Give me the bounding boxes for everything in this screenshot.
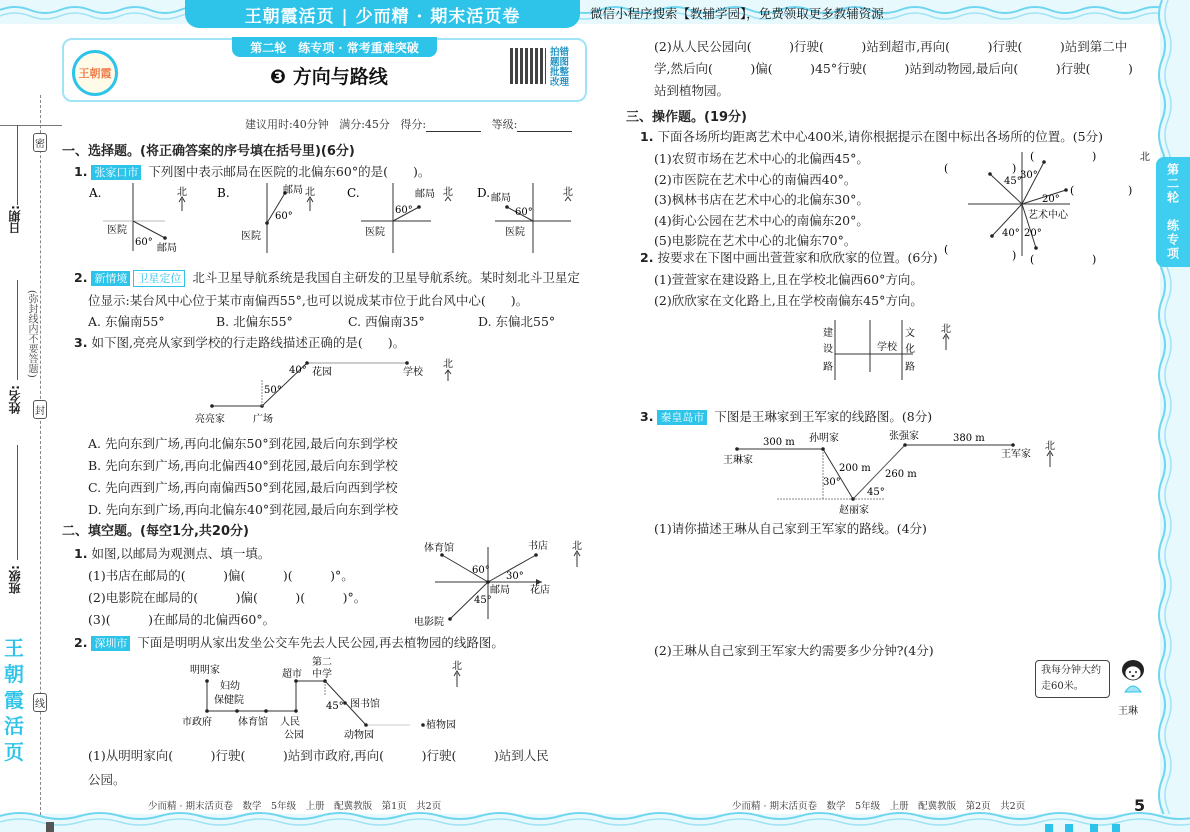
svg-text:40°: 40°	[289, 365, 307, 376]
s3-q3: 3. 秦皇岛市 下图是王琳家到王军家的线路图。(8分)	[640, 409, 933, 424]
svg-text:北: 北	[572, 541, 582, 552]
seal-xian: 线	[33, 693, 47, 712]
svg-text:邮局: 邮局	[157, 243, 177, 253]
svg-text:植物园: 植物园	[426, 720, 456, 731]
svg-text:北: 北	[443, 359, 453, 370]
s1-q1: 1. 张家口市 下列图中表示邮局在医院的北偏东60°的是( )。	[74, 164, 431, 179]
svg-text:60°: 60°	[395, 205, 413, 216]
svg-text:邮局: 邮局	[283, 185, 303, 196]
date-blank[interactable]	[17, 125, 18, 205]
svg-text:A.: A.	[89, 186, 102, 200]
svg-text:(: (	[944, 245, 949, 256]
svg-text:(: (	[1070, 184, 1075, 197]
s2-q2-item2[interactable]: (2)从人民公园向( )行驶( )站到超市,再向( )行驶( )站到第二中 学,然后向( )偏( )45°行驶( )站到动物园,最后向( )行驶( ) 站到植物园。	[654, 39, 1133, 98]
svg-text:45°: 45°	[1004, 176, 1022, 187]
name-blank[interactable]	[17, 280, 18, 380]
bus-route-diagram	[180, 655, 480, 740]
option-d[interactable]: D. 先向东到广场,再向北偏东40°到花园,最后向东到学校	[88, 502, 399, 517]
promo-text: 微信小程序搜索【教辅学园】，免费领取更多教辅资源	[590, 6, 884, 21]
svg-text:(: (	[944, 162, 949, 175]
option-a[interactable]: A. 东偏南55°	[88, 314, 165, 329]
svg-text:体育馆: 体育馆	[238, 717, 268, 728]
s1-q2: 2. 新情境 卫星定位 北斗卫星导航系统是我国自主研发的卫星导航系统。某时刻北斗卫星定 位显示:某台风中心位于某市南偏西55°,也可以说成某市位于此台风中心( )。	[74, 270, 580, 308]
svg-text:图书馆: 图书馆	[350, 699, 380, 710]
svg-text:北: 北	[1140, 152, 1150, 163]
option-c-diagram	[347, 183, 453, 253]
svg-text:北: 北	[1045, 441, 1055, 452]
grade-label: 等级:	[491, 118, 518, 131]
svg-text:路: 路	[905, 362, 915, 373]
s2-q1: 1. 如图,以邮局为观测点、填一填。	[74, 546, 271, 561]
topic-tag: 卫星定位	[133, 270, 185, 287]
seal-note: (弥封线内不要答题)	[26, 290, 37, 378]
margin-divider	[0, 125, 62, 126]
svg-text:D.: D.	[477, 186, 491, 200]
s3-q2: 2. 按要求在下图中画出萱萱家和欣欣家的位置。(6分)	[640, 250, 938, 265]
s3-q3-sub1: (1)请你描述王琳从自己家到王军家的路线。(4分)	[654, 521, 927, 536]
score-label: 满分:45分	[339, 118, 390, 131]
region-tag: 秦皇岛市	[657, 410, 707, 425]
svg-text:花园: 花园	[312, 367, 332, 378]
svg-text:化: 化	[905, 344, 915, 355]
svg-text:电影院: 电影院	[414, 617, 444, 628]
art-center-diagram	[940, 148, 1150, 256]
svg-text:公园: 公园	[284, 730, 304, 740]
svg-text:邮局: 邮局	[490, 585, 510, 596]
wave-border-right	[1152, 0, 1190, 832]
page-number: 5	[1134, 796, 1146, 815]
svg-text:60°: 60°	[275, 211, 293, 222]
svg-text:孙明家: 孙明家	[809, 433, 839, 444]
svg-text:北: 北	[563, 187, 573, 198]
svg-text:200 m: 200 m	[839, 463, 871, 474]
option-d-diagram	[477, 183, 573, 253]
svg-text:): )	[1128, 184, 1133, 197]
s2-q2-item1[interactable]: (1)从明明家向( )行驶( )站到市政府,再向( )行驶( )站到人民 公园。	[88, 748, 549, 787]
qr-caption: 拍错 题图 批整 改理	[550, 47, 570, 88]
class-label: 班级:	[8, 565, 22, 594]
answer-area-1[interactable]	[654, 540, 1134, 635]
svg-text:邮局: 邮局	[415, 189, 435, 200]
svg-text:第二: 第二	[312, 657, 332, 668]
post-office-diagram	[410, 537, 610, 629]
svg-text:艺术中心: 艺术中心	[1028, 210, 1068, 221]
q3-route-diagram	[185, 357, 460, 425]
svg-text:C.: C.	[347, 186, 360, 200]
svg-text:动物园: 动物园	[344, 730, 374, 740]
svg-text:文: 文	[905, 328, 915, 339]
svg-text:体育馆: 体育馆	[424, 543, 454, 554]
svg-text:): )	[1092, 150, 1097, 163]
page-title	[270, 62, 388, 89]
character-name: 王琳	[1118, 706, 1138, 717]
speech-bubble: 我每分钟大约 走60米。	[1035, 660, 1110, 698]
svg-text:60°: 60°	[472, 565, 490, 576]
svg-text:亮亮家: 亮亮家	[195, 414, 225, 425]
art-center-blanks[interactable]	[940, 245, 1140, 265]
svg-text:邮局: 邮局	[491, 193, 511, 204]
svg-text:380 m: 380 m	[953, 433, 985, 444]
svg-text:医院: 医院	[505, 227, 525, 238]
svg-text:王军家: 王军家	[1001, 449, 1031, 460]
fill-item-3[interactable]: (3)( )在邮局的北偏西60°。	[88, 612, 276, 627]
got-label: 得分:	[400, 118, 427, 131]
svg-text:B.: B.	[217, 186, 230, 200]
section3-title: 三、操作题。(19分)	[626, 110, 747, 125]
svg-text:广场: 广场	[253, 414, 273, 425]
s3-q2-items: (1)萱萱家在建设路上,且在学校北偏西60°方向。 (2)欣欣家在文化路上,且在学校南偏东45°方向。	[654, 272, 923, 308]
svg-text:学校: 学校	[403, 367, 423, 378]
svg-text:20°: 20°	[1042, 194, 1060, 205]
road-diagram	[815, 318, 955, 380]
brand-vertical: 王 朝 霞 活 页	[4, 636, 24, 764]
footer-left: 少而精 · 期末活页卷 数学 5年级 上册 配冀教版 第1页 共2页	[148, 801, 442, 812]
option-c[interactable]: C. 先向西到广场,再向南偏西50°到花园,最后向西到学校	[88, 480, 398, 495]
svg-text:学校: 学校	[877, 342, 897, 353]
svg-text:王琳家: 王琳家	[723, 455, 753, 466]
svg-text:北: 北	[941, 324, 951, 335]
s2-q2: 2. 深圳市 下面是明明从家出发坐公交车先去人民公园,再去植物园的线路图。	[74, 635, 504, 650]
girl-character-icon	[1115, 656, 1151, 704]
option-c[interactable]: C. 西偏南35°	[348, 314, 425, 329]
svg-text:中学: 中学	[312, 669, 332, 680]
svg-text:北: 北	[452, 661, 462, 672]
footer-right: 少而精 · 期末活页卷 数学 5年级 上册 配冀教版 第2页 共2页	[732, 801, 1026, 812]
q1-options-diagram	[85, 183, 575, 253]
seal-mi: 密	[33, 133, 47, 152]
svg-text:建: 建	[823, 328, 833, 339]
svg-text:妇幼: 妇幼	[220, 681, 240, 692]
svg-text:花店: 花店	[530, 585, 550, 596]
svg-text:50°: 50°	[264, 385, 282, 396]
qr-code-icon[interactable]	[510, 48, 546, 84]
answer-area-2[interactable]	[654, 662, 1024, 787]
option-a-diagram	[88, 183, 187, 253]
s1-q3-options	[88, 433, 398, 521]
title-text: 方向与路线	[292, 66, 388, 88]
svg-text:北: 北	[443, 187, 453, 198]
svg-text:30°: 30°	[1020, 170, 1038, 181]
option-b[interactable]: B. 先向东到广场,再向北偏西40°到花园,最后向东到学校	[88, 458, 398, 473]
fill-item-1[interactable]: (1)书店在邮局的( )偏( )( )°。	[88, 568, 354, 583]
grade-blank[interactable]	[517, 121, 572, 132]
logo: 王朝霞	[72, 50, 118, 96]
svg-text:医院: 医院	[241, 231, 261, 242]
svg-text:保健院: 保健院	[214, 695, 244, 706]
route-map-diagram	[715, 427, 1075, 517]
svg-text:45°: 45°	[867, 487, 885, 498]
svg-text:): )	[1012, 162, 1017, 175]
svg-text:医院: 医院	[365, 227, 385, 238]
title-number: ❸	[270, 66, 287, 88]
svg-text:45°: 45°	[474, 595, 492, 606]
svg-text:60°: 60°	[515, 207, 533, 218]
s3-q3-sub2: (2)王琳从自己家到王军家大约需要多少分钟?(4分)	[654, 643, 934, 658]
region-tag: 张家口市	[91, 165, 141, 180]
svg-text:260 m: 260 m	[885, 469, 917, 480]
svg-text:赵丽家: 赵丽家	[839, 505, 869, 516]
svg-text:60°: 60°	[135, 237, 153, 248]
svg-text:(: (	[1030, 253, 1035, 265]
option-a[interactable]: A. 先向东到广场,再向北偏东50°到花园,最后向东到学校	[88, 436, 398, 451]
svg-text:人民: 人民	[280, 717, 300, 728]
svg-text:书店: 书店	[528, 541, 548, 552]
svg-text:300 m: 300 m	[763, 437, 795, 448]
option-d[interactable]: D. 东偏北55°	[478, 314, 556, 329]
svg-text:北: 北	[305, 187, 315, 198]
option-b[interactable]: B. 北偏东55°	[216, 314, 293, 329]
meta-line	[245, 116, 572, 132]
svg-text:北: 北	[177, 187, 187, 198]
svg-text:30°: 30°	[823, 477, 841, 488]
fill-item-2[interactable]: (2)电影院在邮局的( )偏( )( )°。	[88, 590, 367, 605]
svg-text:路: 路	[823, 362, 833, 373]
side-tab-round: 第二轮 练专项	[1156, 157, 1190, 267]
s1-q2-options	[88, 312, 588, 330]
svg-text:张强家: 张强家	[889, 431, 919, 442]
s3-q1-items: (1)农贸市场在艺术中心的北偏西45°。 (2)市医院在艺术中心的南偏西40°。 (3)枫林书店在艺术中心的北偏东30°。 (4)街心公园在艺术中心的南偏东20°。 (5)电影院在艺术中心的北偏东70°。	[654, 151, 869, 248]
svg-text:(: (	[1030, 150, 1035, 163]
option-b-diagram	[217, 183, 315, 253]
s1-q3: 3. 如下图,亮亮从家到学校的行走路线描述正确的是( )。	[74, 335, 406, 350]
round-badge: 第二轮 练专项 · 常考重难突破	[232, 37, 437, 57]
svg-text:超市: 超市	[282, 669, 302, 680]
time-label: 建议用时:40分钟	[245, 118, 329, 131]
score-blank[interactable]	[426, 121, 481, 132]
svg-text:): )	[1092, 253, 1097, 265]
region-tag: 深圳市	[91, 636, 130, 651]
seal-feng: 封	[33, 400, 47, 419]
s3-q1: 1. 下面各场所均距离艺术中心400米,请你根据提示在图中标出各场所的位置。(5分)	[640, 129, 1103, 144]
svg-text:市政府: 市政府	[182, 717, 212, 728]
svg-text:45°: 45°	[326, 701, 344, 712]
section2-title: 二、填空题。(每空1分,共20分)	[62, 524, 249, 539]
svg-text:明明家: 明明家	[190, 665, 220, 676]
name-label: 姓名:	[8, 385, 22, 414]
date-label: 日期:	[8, 205, 22, 234]
brand-banner: 王朝霞活页 | 少而精 · 期末活页卷	[185, 0, 580, 28]
context-tag: 新情境	[91, 271, 130, 286]
svg-text:设: 设	[823, 344, 833, 355]
s2-q1-items	[88, 565, 366, 631]
svg-text:医院: 医院	[107, 225, 127, 236]
section1-title: 一、选择题。(将正确答案的序号填在括号里)(6分)	[62, 144, 355, 159]
svg-text:): )	[1012, 249, 1017, 262]
svg-text:20°: 20°	[1024, 228, 1042, 239]
svg-text:30°: 30°	[506, 571, 524, 582]
class-blank[interactable]	[17, 445, 18, 560]
svg-text:40°: 40°	[1002, 228, 1020, 239]
